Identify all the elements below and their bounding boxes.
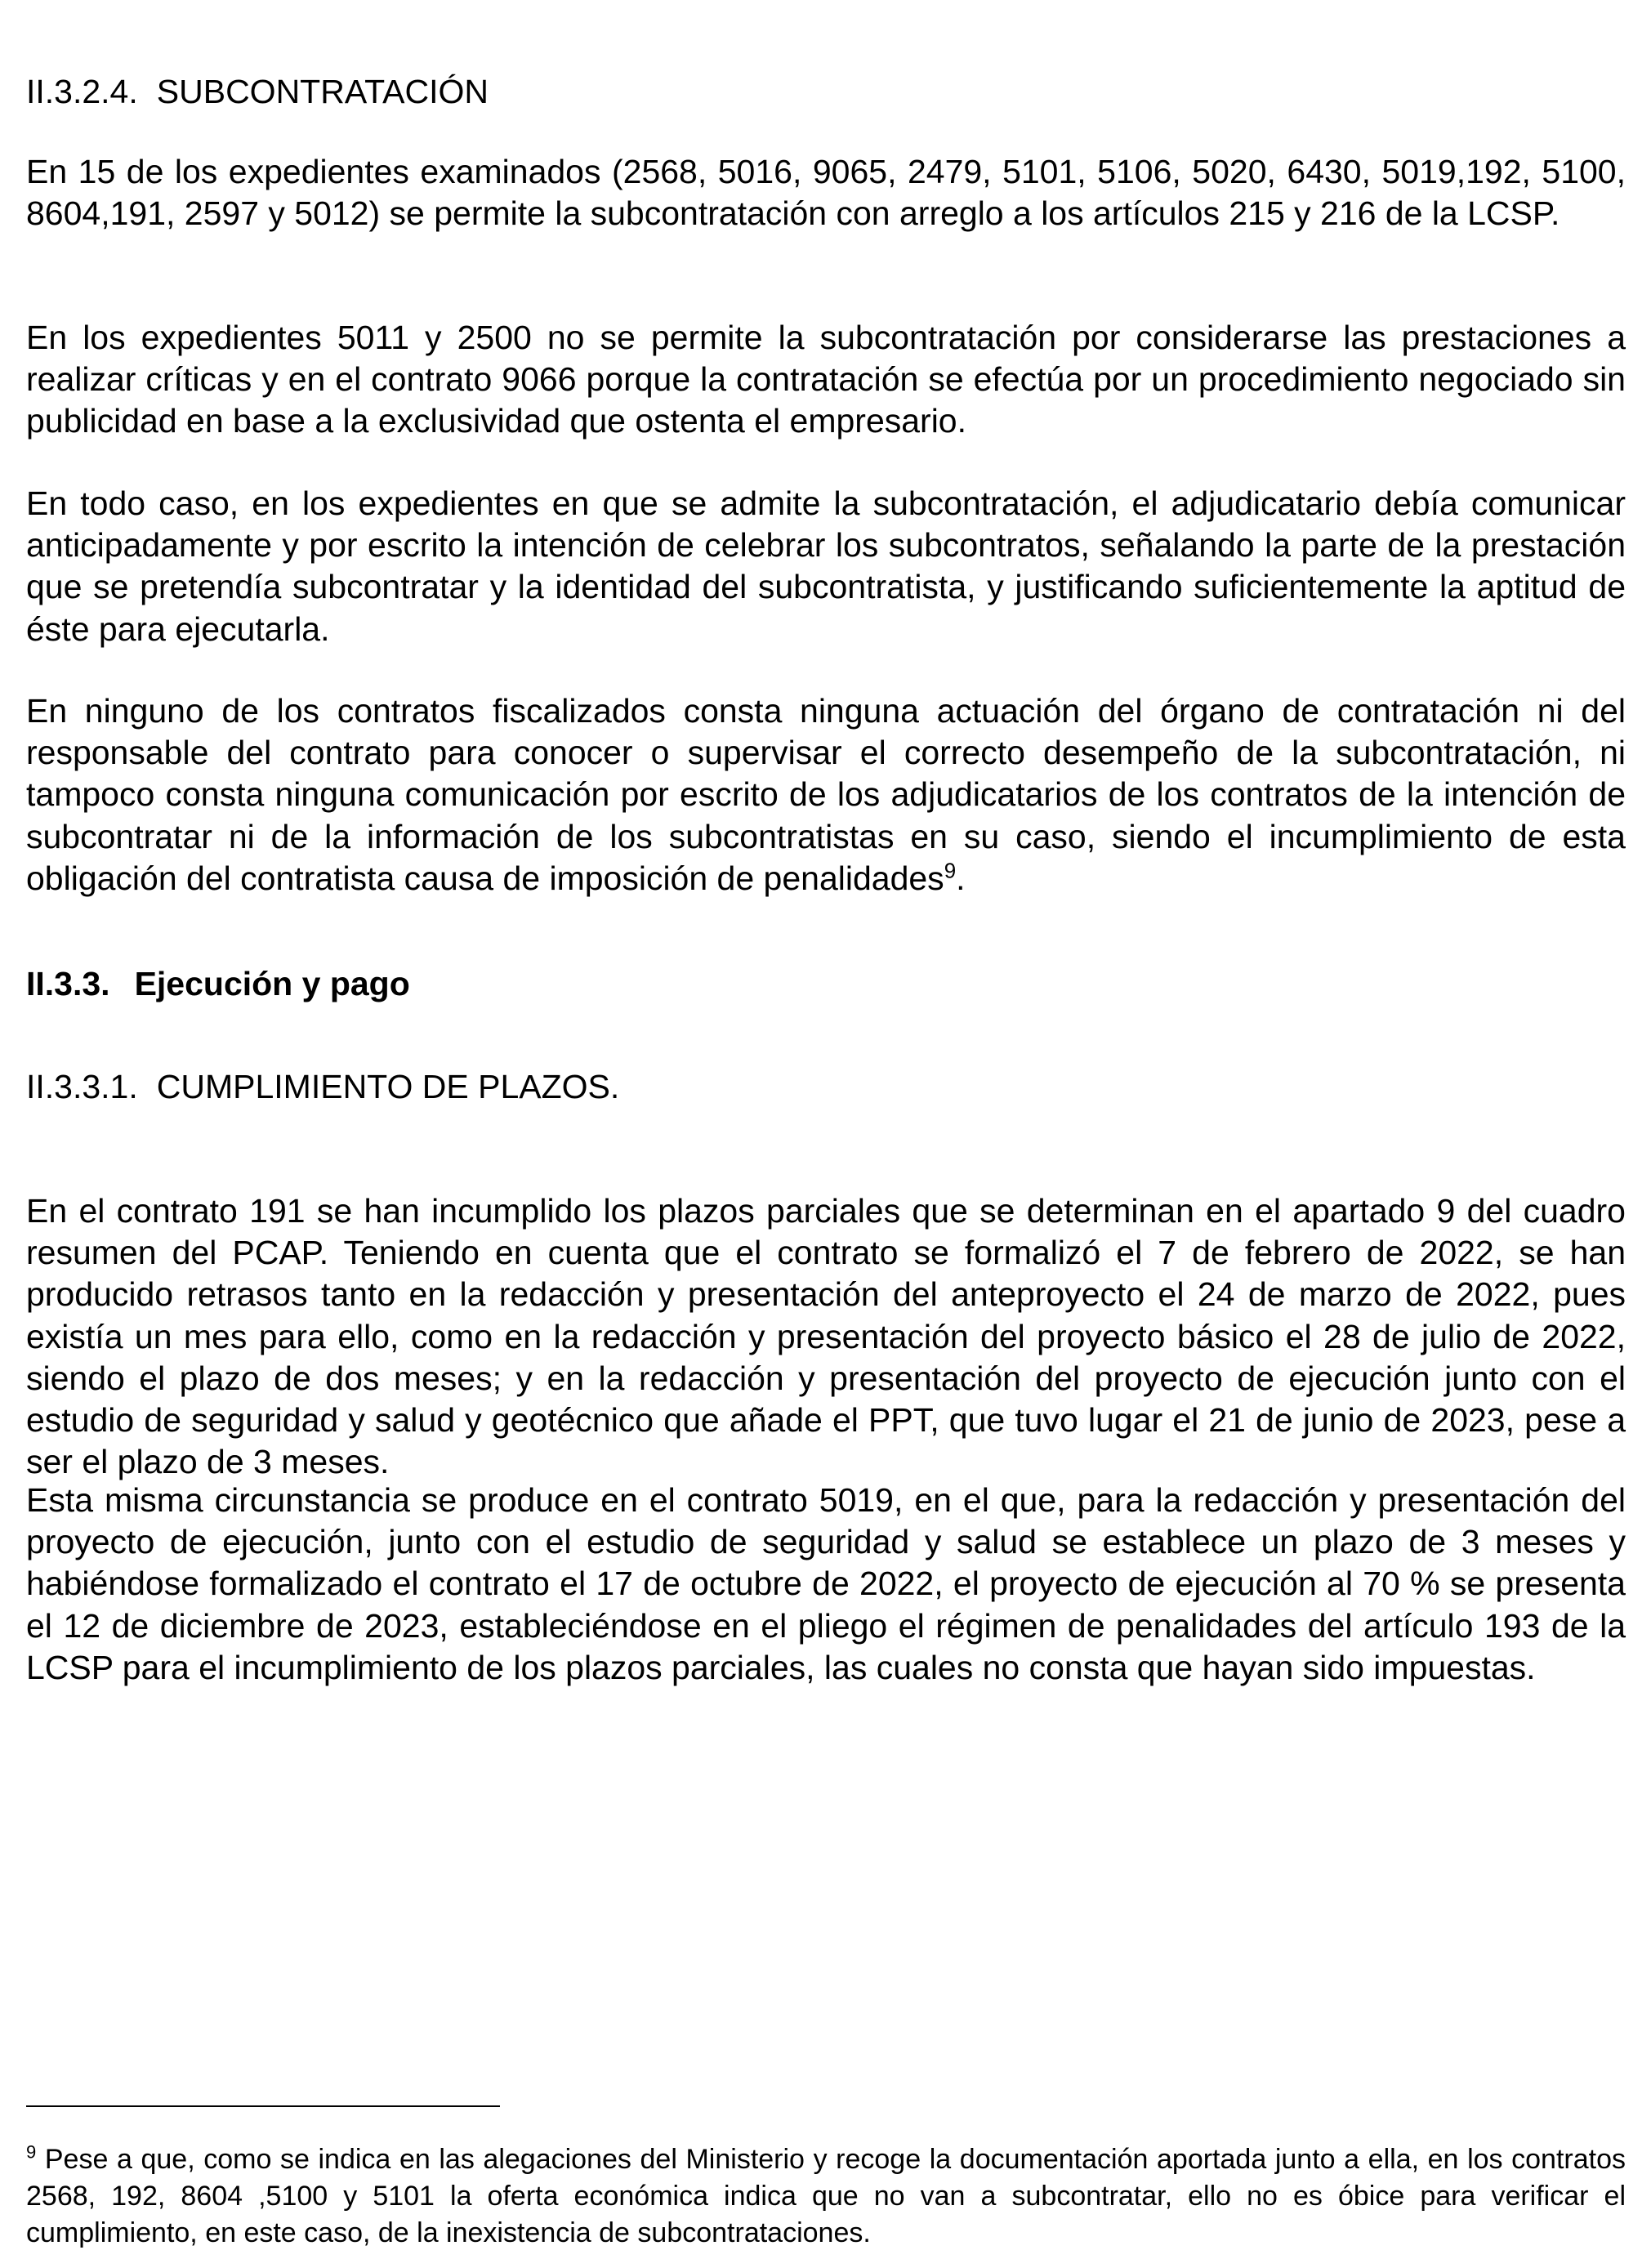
paragraph-text: En ninguno de los contratos fiscalizados consta ninguna actuación del órgano de contratación ni del responsable del contrato para conocer o supervisar el correcto desempeño de la subcontratación, ni tampoco consta ninguna comunicación por escrito de los adjudicatarios de los contratos de la intención de subcontratar ni de la información de los subcontratistas en su caso, siendo el incumplimiento de esta obligación del contratista causa de imposición de penalidades <box>26 692 1626 897</box>
paragraph-comunicacion-adjudicatario: En todo caso, en los expedientes en que se admite la subcontratación, el adjudicatario debía comunicar anticipadamente y por escrito la intención de celebrar los subcontratos, señalando la parte de la prestación que se pretendía subcontratar y la identidad del subcontratista, y justificando suficientemente la aptitud de éste para ejecutarla. <box>26 484 1626 648</box>
paragraph-contrato-5019: Esta misma circunstancia se produce en el contrato 5019, en el que, para la redacción y presentación del proyecto de ejecución, junto con el estudio de seguridad y salud se establece un plazo de 3 meses y habiéndose formalizado el contrato el 17 de octubre de 2022, el proyecto de ejecución al 70 % se presenta el 12 de diciembre de 2023, estableciéndose en el pliego el régimen de penalidades del artículo 193 de la LCSP para el incumplimiento de los plazos parciales, las cuales no consta que hayan sido impuestas. <box>26 1481 1626 1686</box>
footnote-marker: 9 <box>26 2141 37 2163</box>
section-number: II.3.2.4. <box>26 73 138 110</box>
paragraph-expedientes-subcontratacion: En 15 de los expedientes examinados (2568, 5016, 9065, 2479, 5101, 5106, 5020, 6430, 5019,192, 5100, 8604,191, 2597 y 5012) se permite la subcontratación con arreglo a los artículos 215 y 216 de la LCSP. <box>26 153 1626 233</box>
paragraph-supervision-subcontratacion <box>26 690 1626 900</box>
section-heading-subcontratacion <box>26 70 489 113</box>
section-heading-cumplimiento <box>26 1065 619 1108</box>
section-title: SUBCONTRATACIÓN <box>156 73 489 110</box>
paragraph-expedientes-sin-subcontratacion: En los expedientes 5011 y 2500 no se permite la subcontratación por considerarse las prestaciones a realizar críticas y en el contrato 9066 porque la contratación se efectúa por un procedimiento negociado sin publicidad en base a la exclusividad que ostenta el empresario. <box>26 319 1626 440</box>
section-heading-ejecucion <box>26 962 410 1005</box>
paragraph-end: . <box>956 859 966 897</box>
paragraph-contrato-191: En el contrato 191 se han incumplido los plazos parciales que se determinan en el apartado 9 del cuadro resumen del PCAP. Teniendo en cuenta que el contrato se formalizó el 7 de febrero de 2022, se han producido retrasos tanto en la redacción y presentación del anteproyecto el 24 de marzo de 2022, pues existía un mes para ello, como en la redacción y presentación del proyecto básico el 28 de julio de 2022, siendo el plazo de dos meses; y en la redacción y presentación del proyecto de ejecución junto con el estudio de seguridad y salud y geotécnico que añade el PPT, que tuvo lugar el 21 de junio de 2023, pese a ser el plazo de 3 meses. <box>26 1192 1626 1481</box>
document-page <box>26 0 1626 2268</box>
footnote-separator <box>26 2105 500 2107</box>
footnote-text: Pese a que, como se indica en las alegaciones del Ministerio y recoge la documentación aportada junto a ella, en los contratos 2568, 192, 8604 ,5100 y 5101 la oferta económica indica que no van a subcontratar, ello no es óbice para verificar el cumplimiento, en este caso, de la inexistencia de subcontrataciones. <box>26 2144 1626 2248</box>
section-title: CUMPLIMIENTO DE PLAZOS. <box>156 1068 620 1105</box>
section-number: II.3.3. <box>26 965 110 1002</box>
footnote-reference: 9 <box>944 858 957 883</box>
footnote <box>26 2141 1626 2252</box>
section-number: II.3.3.1. <box>26 1068 138 1105</box>
section-title: Ejecución y pago <box>134 965 410 1002</box>
